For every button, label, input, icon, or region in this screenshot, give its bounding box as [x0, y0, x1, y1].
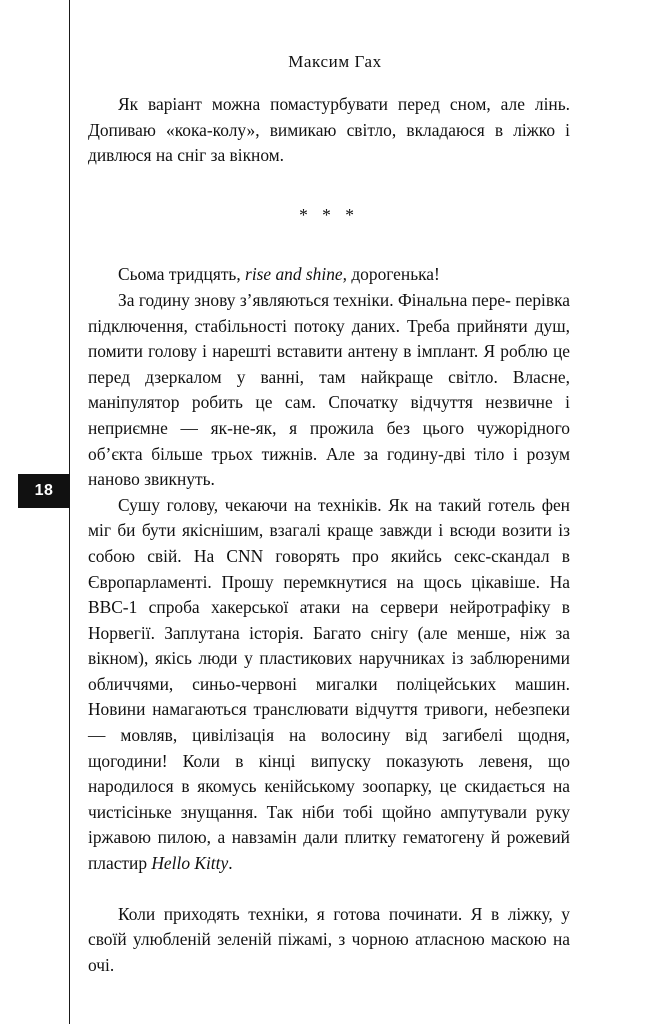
page-content	[88, 92, 570, 978]
paragraph-2-text-before: Сьома тридцять,	[118, 264, 246, 285]
spacer-after-scene-break	[88, 228, 570, 262]
spacer-before-scene-break	[88, 169, 570, 203]
spacer-before-last-paragraph	[88, 877, 570, 902]
paragraph-2	[88, 262, 570, 288]
page-spine-rule	[69, 0, 70, 1024]
paragraph-1: Як варіант можна помастурбувати перед сном, але лінь. Допиваю «кока-колу», вимикаю світло, вкладаюся в ліжко і дивлюся на сніг за вікном.	[88, 94, 570, 166]
paragraph-3: За годину знову з’являються техніки. Фінальна пере- перівка підключення, стабільності потоку даних. Треба прийняти душ, помити голову і нарешті вставити антену в імплант. Я роблю це перед дзеркалом у ванні, там найкраще світло. Власне, маніпулятор робить це сам. Спочатку відчуття незвичне і неприємне — як-не-як, я прожила без цього чужорідного об’єкта більше трьох тижнів. Але за годину-дві тіло і розум наново звикнуть.	[88, 289, 570, 490]
running-head: Максим Гах	[288, 52, 382, 71]
page-number: 18	[34, 482, 54, 499]
paragraph-4-text-after: .	[228, 853, 233, 874]
paragraph-2-text-after: дорогенька!	[346, 264, 440, 285]
scene-break: * * *	[299, 204, 359, 225]
paragraph-4-text: Сушу голову, чекаючи на техніків. Як на такий готель фен міг би бути якіснішим, взагалі краще завжди і всюди возити із собою свій. На CNN говорять про якийсь секс-скандал в Європарламенті. Прошу перемкнутися на щось цікавіше. На BBC-1 спроба хакерської атаки на сервери нейротрафіку в Норвегії. Заплутана історія. Багато снігу (але менше, ніж за вікном), якісь люди у пластикових наручниках із заблюреними обличчями, синьо-червоні мигалки поліцейських машин. Новини намагаються транслювати відчуття тривоги, небезпеки — мовляв, цивілізація на волосину від загибелі щодня, щогодини! Коли в кінці випуску показують левеня, що народилося в якомусь кенійському зоопарку, це скидається на чистісіньке знущання. Так ніби тобі щойно ампутували руку іржавою пилою, а навзамін дали плитку гематогену й рожевий пластир	[88, 494, 570, 874]
paragraph-5: Коли приходять техніки, я готова починати. Я в ліжку, у своїй улюбленій зеленій піжамі, з чорною атласною маскою на очі.	[88, 903, 570, 975]
paragraph-2-italic: rise and shine,	[245, 264, 347, 285]
page-number-tab	[18, 474, 70, 508]
paragraph-4	[88, 493, 570, 877]
paragraph-4-italic: Hello Kitty	[151, 853, 229, 874]
